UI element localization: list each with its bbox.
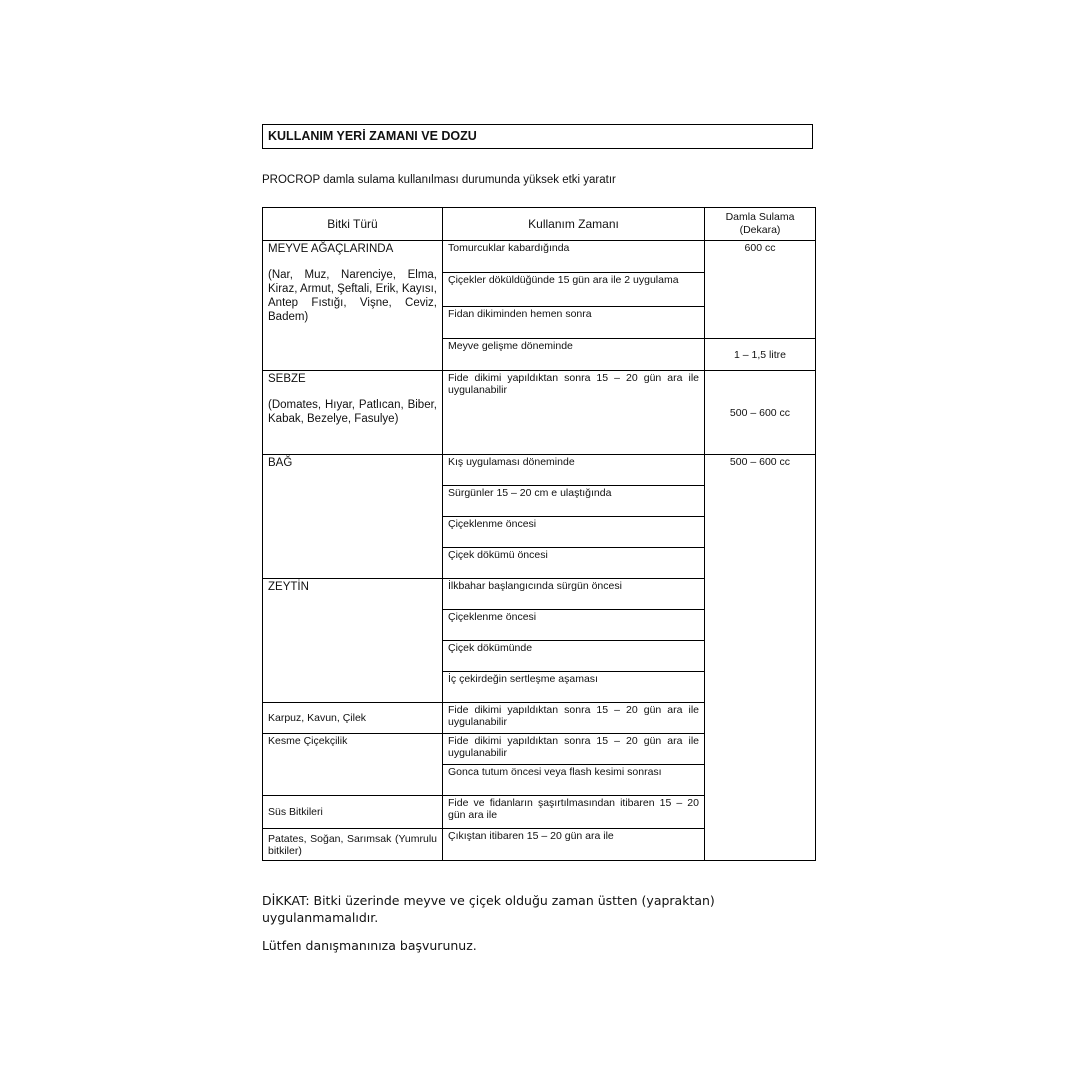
- timing-cell: Kış uygulaması döneminde: [443, 455, 705, 486]
- dose-cell: 500 – 600 cc: [705, 455, 816, 861]
- crop-cell-zeytin: [263, 579, 443, 703]
- timing-cell: Çiçek dökümü öncesi: [443, 548, 705, 579]
- timing-cell: Çıkıştan itibaren 15 – 20 gün ara ile: [443, 829, 705, 861]
- table-header-row: [263, 208, 816, 241]
- timing-cell: İlkbahar başlangıcında sürgün öncesi: [443, 579, 705, 610]
- timing-cell: Fidan dikiminden hemen sonra: [443, 307, 705, 339]
- timing-cell: Sürgünler 15 – 20 cm e ulaştığında: [443, 486, 705, 517]
- dose-cell: 1 – 1,5 litre: [705, 339, 816, 371]
- crop-cell-kesme: Kesme Çiçekçilik: [263, 734, 443, 796]
- crop-cell-meyve: [263, 241, 443, 371]
- timing-cell: Fide dikimi yapıldıktan sonra 15 – 20 gün ara ile uygulanabilir: [443, 734, 705, 765]
- header-timing: Kullanım Zamanı: [443, 208, 705, 241]
- timing-cell: İç çekirdeğin sertleşme aşaması: [443, 672, 705, 703]
- timing-cell: Çiçeklenme öncesi: [443, 517, 705, 548]
- crop-list: (Domates, Hıyar, Patlıcan, Biber, Kabak, Bezelye, Fasulye): [268, 399, 437, 425]
- caution-note: DİKKAT: Bitki üzerinde meyve ve çiçek olduğu zaman üstten (yapraktan) uygulanmamalıdır.: [262, 893, 715, 925]
- table-row: [263, 241, 816, 273]
- timing-cell: Fide dikimi yapıldıktan sonra 15 – 20 gün ara ile uygulanabilir: [443, 703, 705, 734]
- timing-cell: Tomurcuklar kabardığında: [443, 241, 705, 273]
- dose-cell: 500 – 600 cc: [705, 371, 816, 455]
- table-row: [263, 455, 816, 486]
- crop-cell-bag: [263, 455, 443, 579]
- dose-cell: 600 cc: [705, 241, 816, 339]
- crop-name: BAĞ: [268, 457, 293, 469]
- crop-name: MEYVE AĞAÇLARINDA: [268, 243, 394, 255]
- crop-cell-karpuz: Karpuz, Kavun, Çilek: [263, 703, 443, 734]
- crop-name: SEBZE: [268, 373, 306, 385]
- crop-list: (Nar, Muz, Narenciye, Elma, Kiraz, Armut, Şeftali, Erik, Kayısı, Antep Fıstığı, Vişne, Ceviz, Badem): [268, 269, 437, 323]
- crop-cell-sus: Süs Bitkileri: [263, 796, 443, 829]
- usage-table: [262, 207, 816, 861]
- timing-cell: Çiçek dökümünde: [443, 641, 705, 672]
- timing-cell: Fide dikimi yapıldıktan sonra 15 – 20 gün ara ile uygulanabilir: [443, 371, 705, 455]
- header-dose: Damla Sulama (Dekara): [705, 208, 816, 241]
- table-row: [263, 371, 816, 455]
- timing-cell: Meyve gelişme döneminde: [443, 339, 705, 371]
- timing-cell: Çiçeklenme öncesi: [443, 610, 705, 641]
- crop-cell-sebze: [263, 371, 443, 455]
- crop-name: ZEYTİN: [268, 581, 309, 593]
- help-note: Lütfen danışmanınıza başvurunuz.: [262, 938, 477, 953]
- intro-text: PROCROP damla sulama kullanılması durumunda yüksek etki yaratır: [262, 174, 616, 186]
- timing-cell: Gonca tutum öncesi veya flash kesimi sonrası: [443, 765, 705, 796]
- section-title: KULLANIM YERİ ZAMANI VE DOZU: [262, 124, 813, 149]
- crop-cell-patates: Patates, Soğan, Sarımsak (Yumrulu bitkiler): [263, 829, 443, 861]
- timing-cell: Fide ve fidanların şaşırtılmasından itibaren 15 – 20 gün ara ile: [443, 796, 705, 829]
- header-crop: Bitki Türü: [263, 208, 443, 241]
- timing-cell: Çiçekler döküldüğünde 15 gün ara ile 2 uygulama: [443, 273, 705, 307]
